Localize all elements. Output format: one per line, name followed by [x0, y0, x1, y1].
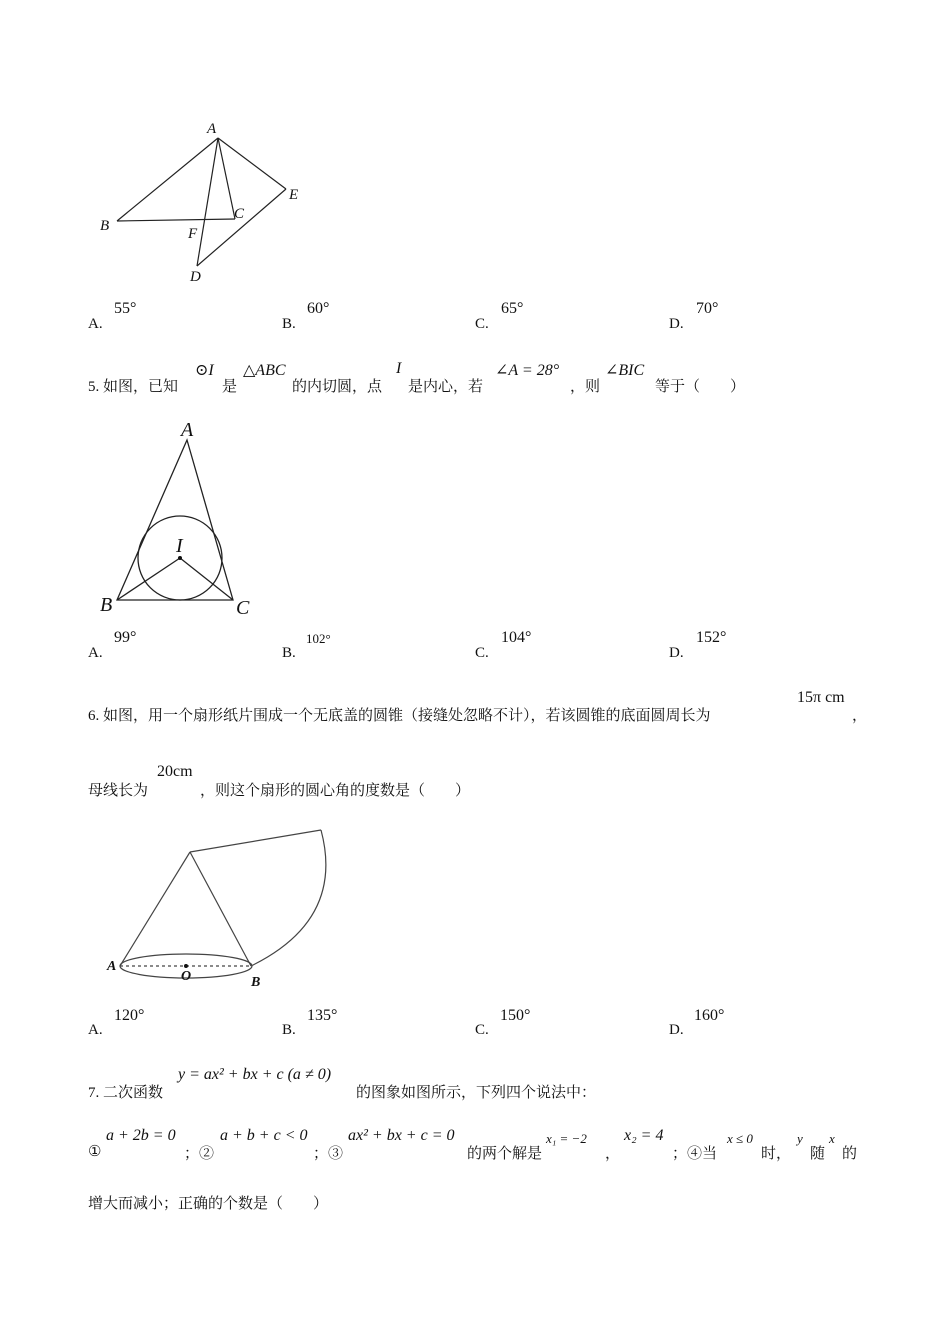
q7-function: y = ax² + bx + c (a ≠ 0) [178, 1066, 332, 1083]
q7-statement-4: x ≤ 0 [727, 1131, 753, 1146]
q7-line3: 增大而减小；正确的个数是（ ） [88, 1196, 329, 1212]
q6-option-c-value: 150° [500, 1007, 531, 1024]
q5-text: 的内切圆，点 [292, 379, 383, 395]
q6-option-d-value: 160° [694, 1007, 725, 1024]
q7-statement-3: ax² + bx + c = 0 [348, 1127, 455, 1144]
q6-line2a: 母线长为 [88, 783, 149, 799]
q5-text: 是 [222, 379, 238, 395]
q4-option-d-letter: D. [669, 316, 684, 332]
q5-option-d-value: 152° [696, 629, 727, 646]
q6-label-o: O [181, 969, 192, 984]
q7-text: 随 [810, 1146, 826, 1162]
q7-comma: ， [605, 1146, 621, 1162]
q7-statement-1: a + 2b = 0 [106, 1127, 176, 1144]
q5-text: 是内心，若 [408, 379, 484, 395]
q6-comma: ， [852, 708, 868, 724]
q5-math-angle-a: ∠A = 28° [495, 362, 560, 379]
q4-label-f: F [188, 226, 198, 242]
q5-math-circle: ⊙I [195, 362, 214, 379]
q5-option-a-value: 99° [114, 629, 137, 646]
q4-option-c-value: 65° [501, 300, 524, 317]
q5-math-triangle: △ABC [243, 362, 286, 379]
q5-math-angle-bic: ∠BIC [605, 362, 645, 379]
q6-option-a-value: 120° [114, 1007, 145, 1024]
q4-option-b-letter: B. [282, 316, 296, 332]
q4-option-c-letter: C. [475, 316, 489, 332]
q5-option-a-letter: A. [88, 645, 103, 661]
q6-option-b-value: 135° [307, 1007, 338, 1024]
q4-label-e: E [289, 187, 299, 203]
q6-option-c-letter: C. [475, 1022, 489, 1038]
q6-label-b: B [251, 975, 261, 990]
q6-label-a: A [107, 959, 117, 974]
q5-option-c-value: 104° [501, 629, 532, 646]
q6-figure [120, 830, 326, 978]
q6-option-d-letter: D. [669, 1022, 684, 1038]
q7-y: y [797, 1131, 803, 1146]
q7-x1: x₁ = −2 [546, 1131, 587, 1146]
q4-option-d-value: 70° [696, 300, 719, 317]
q6-slant: 20cm [157, 763, 193, 780]
q6-option-b-letter: B. [282, 1022, 296, 1038]
q7-line1b: 的图象如图所示，下列四个说法中： [356, 1085, 597, 1101]
q4-figure [117, 138, 286, 266]
q6-line2b: ，则这个扇形的圆心角的度数是（ ） [200, 783, 471, 799]
q5-text: ，则 [570, 379, 601, 395]
q5-text: 等于（ ） [655, 379, 746, 395]
q4-option-b-value: 60° [307, 300, 330, 317]
q5-option-b-value: 102° [306, 631, 331, 646]
q7-line1a: 7. 二次函数 [88, 1085, 164, 1101]
q4-option-a-letter: A. [88, 316, 103, 332]
q7-sep: ；④当 [672, 1146, 718, 1162]
q4-option-a-value: 55° [114, 300, 137, 317]
q7-text: 的 [842, 1146, 858, 1162]
q4-label-a: A [207, 121, 217, 137]
q4-label-c: C [234, 206, 245, 222]
q7-text: 时， [761, 1146, 792, 1162]
q7-x: x [829, 1131, 835, 1146]
q6-circumference: 15π cm [797, 689, 845, 706]
q5-label-a: A [181, 419, 194, 441]
q7-x2: x₂ = 4 [624, 1127, 664, 1144]
q5-option-d-letter: D. [669, 645, 684, 661]
q5-option-b-letter: B. [282, 645, 296, 661]
q4-label-d: D [190, 269, 201, 285]
q6-line1: 6. 如图，用一个扇形纸片围成一个无底盖的圆锥（接缝处忽略不计），若该圆锥的底面圆周长为 [88, 708, 711, 724]
q7-sep: ；③ [313, 1146, 344, 1162]
q5-math-i: I [396, 360, 402, 377]
q7-circle-1: ① [88, 1144, 102, 1160]
q5-text: 5. 如图，已知 [88, 379, 179, 395]
q5-figure [117, 440, 233, 600]
q5-option-c-letter: C. [475, 645, 489, 661]
q5-label-i: I [176, 535, 183, 557]
q6-option-a-letter: A. [88, 1022, 103, 1038]
q5-label-c: C [236, 597, 250, 619]
q7-statement-2: a + b + c < 0 [220, 1127, 308, 1144]
q7-text: 的两个解是 [467, 1146, 543, 1162]
q7-sep: ；② [184, 1146, 215, 1162]
q4-label-b: B [100, 218, 110, 234]
q5-label-b: B [100, 594, 113, 616]
